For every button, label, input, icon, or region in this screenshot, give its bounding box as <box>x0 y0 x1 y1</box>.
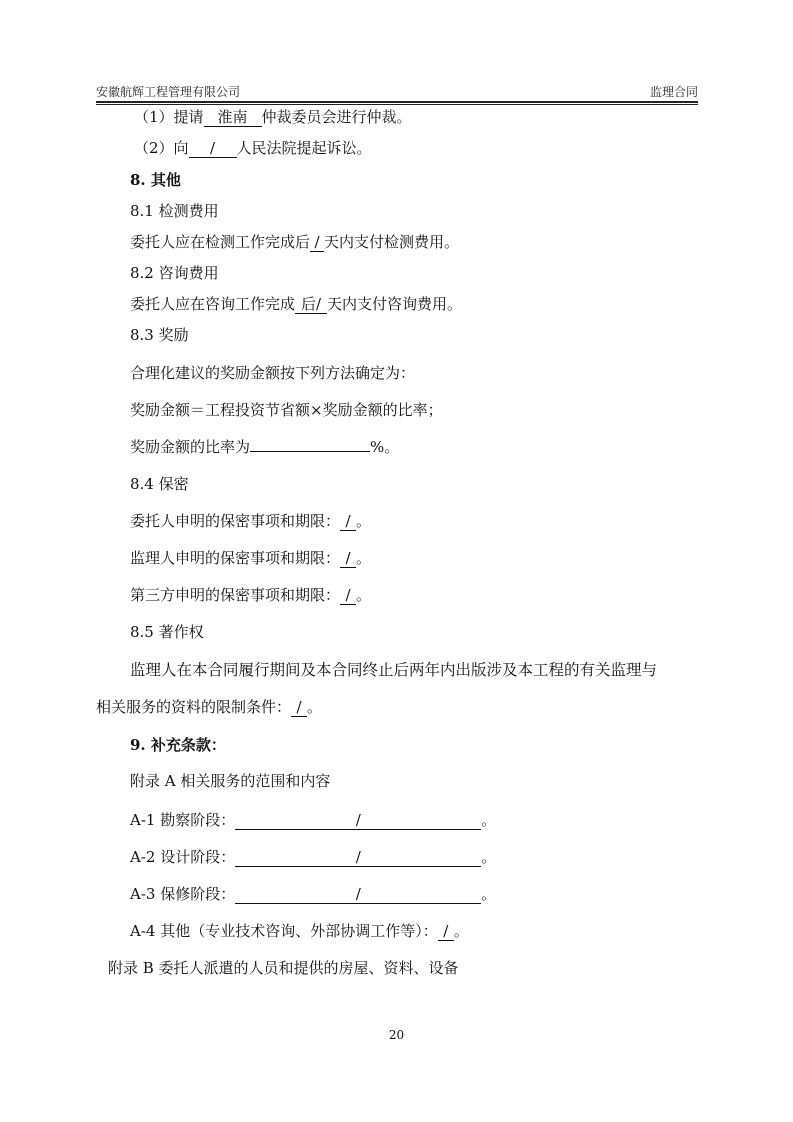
appendix-a1: A-1 勘察阶段： / 。 <box>130 811 497 829</box>
section-8-2-title: 8.2 咨询费用 <box>130 264 219 282</box>
page-header <box>96 83 698 101</box>
clause-consulting-fee: 委托人应在咨询工作完成 后/ 天内支付咨询费用。 <box>130 295 463 313</box>
blank-other-services: / <box>438 923 454 941</box>
appendix-a3: A-3 保修阶段： / 。 <box>130 885 497 903</box>
appendix-b-title: 附录 B 委托人派遣的人员和提供的房屋、资料、设备 <box>108 959 459 977</box>
section-8-3-title: 8.3 奖励 <box>130 326 189 344</box>
blank-reward-ratio <box>250 451 370 452</box>
blank-confidential-third-party: / <box>340 587 356 605</box>
section-8-5-title: 8.5 著作权 <box>130 623 204 641</box>
blank-consulting-days: 后/ <box>295 296 327 314</box>
blank-inspection-days: / <box>310 234 324 252</box>
clause-inspection-fee: 委托人应在检测工作完成后 / 天内支付检测费用。 <box>130 233 460 251</box>
header-company: 安徽航辉工程管理有限公司 <box>96 85 241 99</box>
confidential-third-party: 第三方申明的保密事项和期限： / 。 <box>130 586 372 604</box>
blank-design-stage: / <box>235 849 481 867</box>
blank-copyright: / <box>291 699 307 717</box>
appendix-a-title: 附录 A 相关服务的范围和内容 <box>130 772 331 790</box>
clause-arbitration: （1）提请 淮南 仲裁委员会进行仲裁。 <box>134 108 412 126</box>
section-8-1-title: 8.1 检测费用 <box>130 202 219 220</box>
blank-warranty-stage: / <box>235 886 481 904</box>
reward-method: 合理化建议的奖励金额按下列方法确定为： <box>130 364 416 382</box>
confidential-supervisor: 监理人申明的保密事项和期限： / 。 <box>130 549 372 567</box>
header-rule-thick <box>96 101 698 103</box>
appendix-a4: A-4 其他（专业技术咨询、外部协调工作等）： / 。 <box>130 922 469 940</box>
blank-arbitration-city: 淮南 <box>204 109 262 127</box>
header-rule-thin <box>96 104 698 105</box>
copyright-text-2: 相关服务的资料的限制条件： / 。 <box>96 698 323 716</box>
blank-survey-stage: / <box>235 812 481 830</box>
reward-ratio: 奖励金额的比率为 %。 <box>130 438 400 456</box>
blank-confidential-supervisor: / <box>340 550 356 568</box>
blank-court: / <box>189 140 237 158</box>
clause-litigation: （2）向 / 人民法院提起诉讼。 <box>134 139 372 157</box>
copyright-text-1: 监理人在本合同履行期间及本合同终止后两年内出版涉及本工程的有关监理与 <box>130 661 658 679</box>
page-number: 20 <box>388 1028 405 1042</box>
confidential-client: 委托人申明的保密事项和期限： / 。 <box>130 512 372 530</box>
reward-formula: 奖励金额＝工程投资节省额×奖励金额的比率； <box>130 401 443 419</box>
appendix-a2: A-2 设计阶段： / 。 <box>130 848 497 866</box>
section-8-title: 8. 其他 <box>130 171 181 189</box>
header-doc-type: 监理合同 <box>649 85 698 99</box>
section-8-4-title: 8.4 保密 <box>130 475 189 493</box>
blank-confidential-client: / <box>340 513 356 531</box>
section-9-title: 9. 补充条款： <box>130 736 226 754</box>
